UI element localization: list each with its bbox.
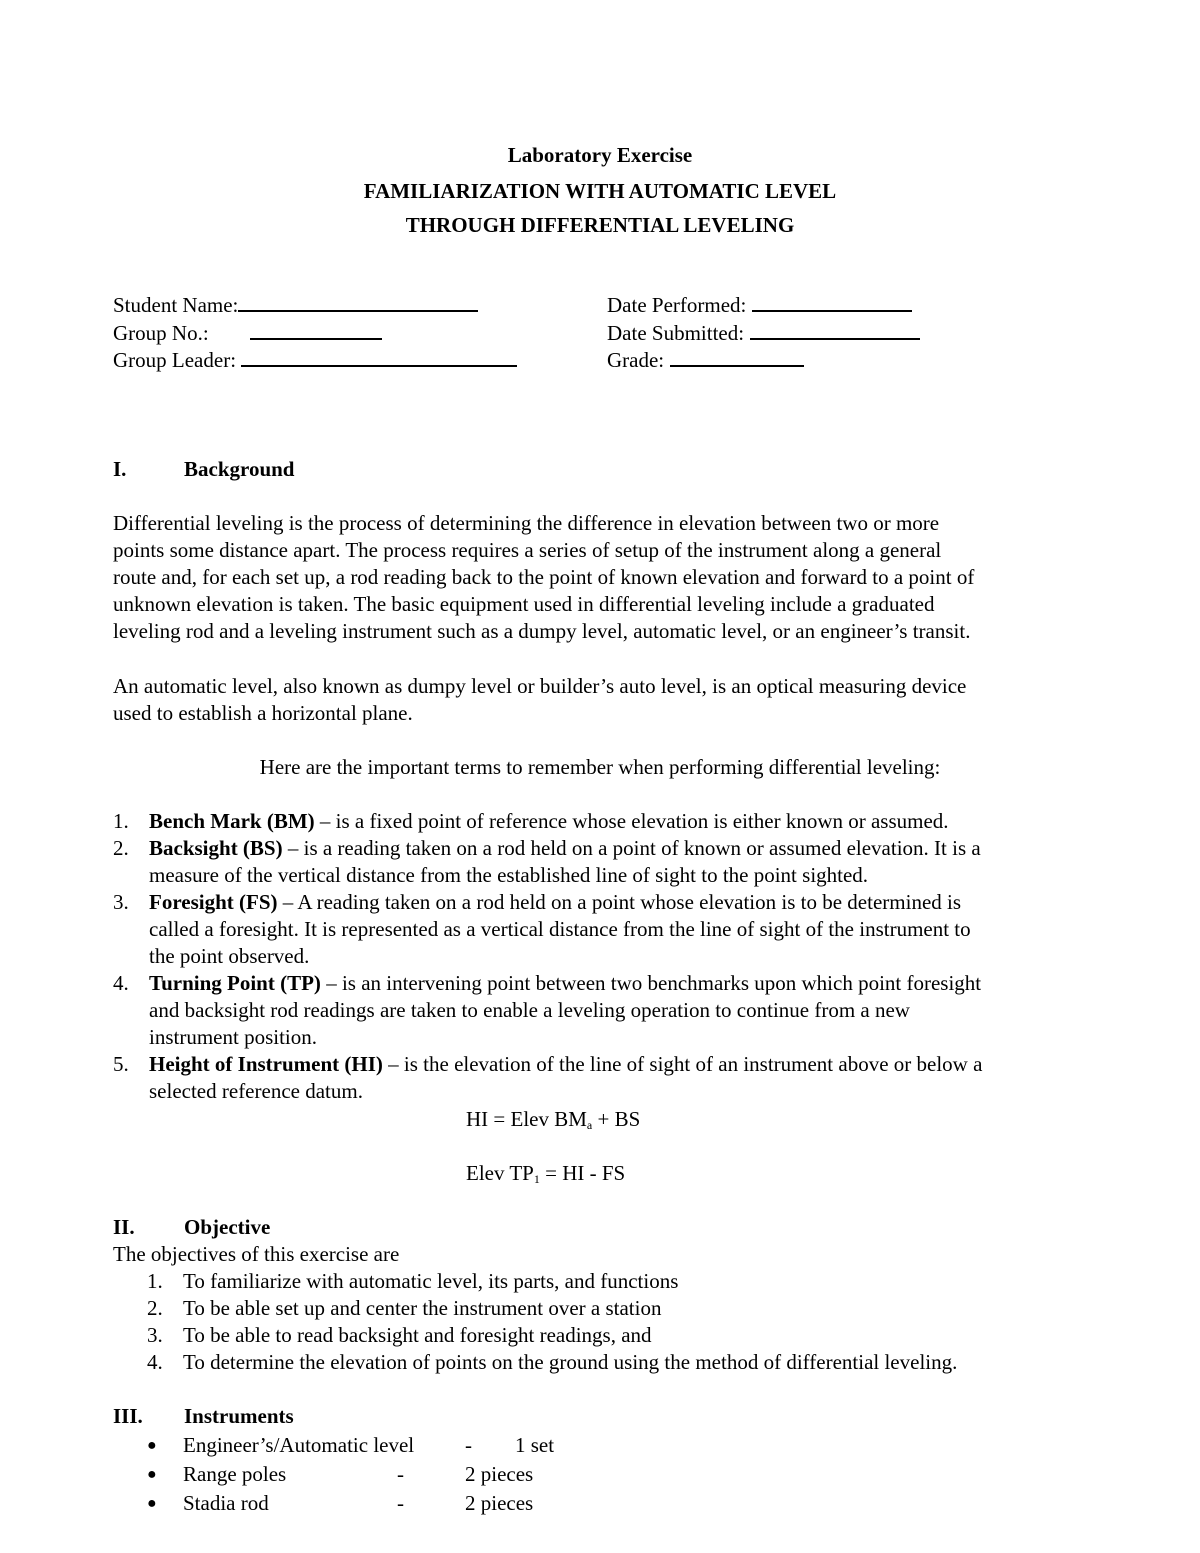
grade-label: Grade: bbox=[607, 348, 665, 372]
grade-field[interactable] bbox=[607, 347, 804, 374]
formula-elev-tp bbox=[466, 1160, 625, 1193]
term-definition-cont: the point observed. bbox=[149, 944, 310, 968]
paragraph-line: unknown elevation is taken. The basic equipment used in differential leveling include a graduated bbox=[113, 592, 935, 616]
doc-title-line2: THROUGH DIFFERENTIAL LEVELING bbox=[405, 213, 795, 237]
group-no-label: Group No.: bbox=[113, 321, 209, 345]
grade-blank[interactable] bbox=[670, 347, 804, 367]
term-definition-cont: instrument position. bbox=[149, 1025, 317, 1049]
formula-hi bbox=[466, 1106, 640, 1139]
objective-text: To be able set up and center the instrument over a station bbox=[183, 1296, 662, 1320]
instrument-qty: 1 set bbox=[515, 1433, 555, 1457]
section-number: III. bbox=[113, 1404, 143, 1428]
term-definition-cont: measure of the vertical distance from the established line of sight to the point sighted. bbox=[149, 863, 869, 887]
date-submitted-blank[interactable] bbox=[750, 320, 920, 340]
list-number: 4. bbox=[147, 1350, 163, 1374]
group-leader-blank[interactable] bbox=[241, 347, 517, 367]
instrument-name: Stadia rod bbox=[183, 1491, 269, 1515]
term-definition-cont: selected reference datum. bbox=[149, 1079, 363, 1103]
list-number: 5. bbox=[113, 1052, 129, 1076]
objective-text: To familiarize with automatic level, its parts, and functions bbox=[183, 1269, 679, 1293]
term-label: Height of Instrument (HI) bbox=[149, 1052, 383, 1076]
paragraph-line: route and, for each set up, a rod reading back to the point of known elevation and forward to a point of bbox=[113, 565, 975, 589]
list-number: 3. bbox=[147, 1323, 163, 1347]
term-definition: – is a fixed point of reference whose elevation is either known or assumed. bbox=[319, 809, 949, 833]
term-definition: – A reading taken on a rod held on a point whose elevation is to be determined is bbox=[282, 890, 962, 914]
student-name-blank[interactable] bbox=[238, 292, 478, 312]
background-paragraph-1 bbox=[113, 510, 1093, 645]
term-definition: – is a reading taken on a rod held on a point of known or assumed elevation. It is a bbox=[287, 836, 981, 860]
instrument-qty: 2 pieces bbox=[465, 1491, 534, 1515]
objective-text: To determine the elevation of points on the ground using the method of differential leveling. bbox=[183, 1350, 958, 1374]
terms-intro: Here are the important terms to remember when performing differential leveling: bbox=[259, 755, 941, 779]
paragraph-line: leveling rod and a leveling instrument such as a dumpy level, automatic level, or an engineer’s transit. bbox=[113, 619, 971, 643]
doc-title-line1: FAMILIARIZATION WITH AUTOMATIC LEVEL bbox=[363, 179, 837, 203]
list-number: 2. bbox=[113, 836, 129, 860]
section-number: II. bbox=[113, 1215, 135, 1239]
paragraph-line: An automatic level, also known as dumpy level or builder’s auto level, is an optical measuring device bbox=[113, 674, 967, 698]
student-name-field[interactable] bbox=[113, 292, 478, 319]
group-leader-label: Group Leader: bbox=[113, 348, 237, 372]
date-performed-label: Date Performed: bbox=[607, 293, 747, 317]
group-no-blank[interactable] bbox=[250, 320, 382, 340]
background-paragraph-2 bbox=[113, 673, 1093, 727]
instrument-name: Engineer’s/Automatic level bbox=[183, 1433, 415, 1457]
term-definition-cont: called a foresight. It is represented as a vertical distance from the line of sight of the instrument to bbox=[149, 917, 971, 941]
instrument-qty: 2 pieces bbox=[465, 1462, 534, 1486]
formula-subscript: a bbox=[586, 1118, 593, 1132]
instrument-name: Range poles bbox=[183, 1462, 287, 1486]
term-definition-cont: and backsight rod readings are taken to enable a leveling operation to continue from a new bbox=[149, 998, 910, 1022]
formula-text: Elev TP bbox=[466, 1161, 534, 1185]
bullet-icon: ● bbox=[147, 1437, 157, 1454]
group-no-field[interactable] bbox=[113, 320, 382, 347]
term-label: Backsight (BS) bbox=[149, 836, 283, 860]
instrument-dash: - bbox=[397, 1491, 404, 1515]
formula-text: + BS bbox=[592, 1107, 641, 1131]
term-label: Bench Mark (BM) bbox=[149, 809, 315, 833]
formula-text: HI = Elev BM bbox=[466, 1107, 587, 1131]
date-submitted-label: Date Submitted: bbox=[607, 321, 745, 345]
list-number: 4. bbox=[113, 971, 129, 995]
bullet-icon: ● bbox=[147, 1466, 157, 1483]
paragraph-line: points some distance apart. The process requires a series of setup of the instrument along a general bbox=[113, 538, 942, 562]
section-title: Instruments bbox=[184, 1404, 294, 1428]
list-number: 2. bbox=[147, 1296, 163, 1320]
date-submitted-field[interactable] bbox=[607, 320, 920, 347]
section-number: I. bbox=[113, 457, 127, 481]
list-number: 1. bbox=[113, 809, 129, 833]
objective-text: To be able to read backsight and foresight readings, and bbox=[183, 1323, 652, 1347]
paragraph-line: Differential leveling is the process of determining the difference in elevation between two or more bbox=[113, 511, 940, 535]
formula-text: = HI - FS bbox=[539, 1161, 626, 1185]
term-label: Turning Point (TP) bbox=[149, 971, 321, 995]
formula-subscript: 1 bbox=[533, 1172, 540, 1186]
group-leader-field[interactable] bbox=[113, 347, 517, 374]
date-performed-blank[interactable] bbox=[752, 292, 912, 312]
section-title: Background bbox=[184, 457, 295, 481]
paragraph-line: used to establish a horizontal plane. bbox=[113, 701, 413, 725]
bullet-icon: ● bbox=[147, 1495, 157, 1512]
objective-intro: The objectives of this exercise are bbox=[113, 1242, 400, 1266]
list-number: 3. bbox=[113, 890, 129, 914]
list-number: 1. bbox=[147, 1269, 163, 1293]
term-definition: – is the elevation of the line of sight of an instrument above or below a bbox=[388, 1052, 983, 1076]
section-title: Objective bbox=[184, 1215, 271, 1239]
term-label: Foresight (FS) bbox=[149, 890, 278, 914]
student-name-label: Student Name: bbox=[113, 293, 239, 317]
instrument-dash: - bbox=[397, 1462, 404, 1486]
instrument-dash: - bbox=[465, 1433, 472, 1457]
doc-kicker: Laboratory Exercise bbox=[507, 143, 693, 167]
date-performed-field[interactable] bbox=[607, 292, 912, 319]
term-definition: – is an intervening point between two benchmarks upon which point foresight bbox=[326, 971, 982, 995]
